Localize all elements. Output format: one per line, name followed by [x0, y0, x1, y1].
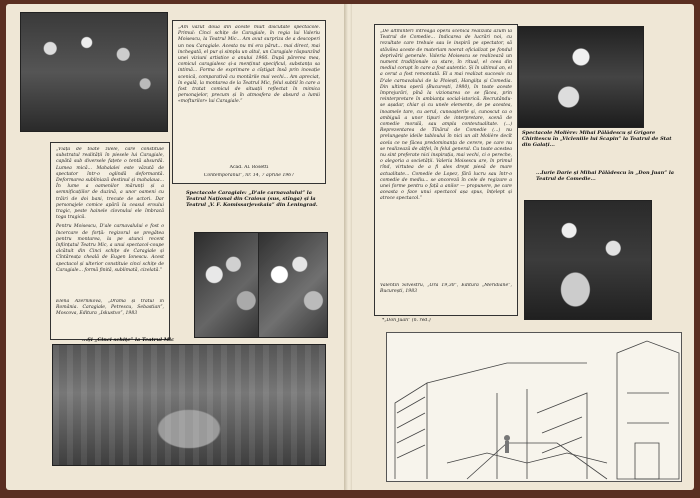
quote-right-author: Valentin Silvestru, „Ora 19,30”, Editura „Meridiane”, București, 1983	[380, 283, 512, 295]
photo-stage-bottom	[52, 344, 326, 466]
quote-mid-text: „Viața de toate zilele, care constituie substratul realității în piesele lui Caragiale, capătă sub diversele fațete o tentă absurdă. Lumea mică... Mahalalei este văzută de spectator într-o oglindă deformantă. Deformarea subliniază destinul și mahalaua... În lume a oamenilor mărunți și a semnificațiilor de duzină, a unor oameni cu trăiri de doi bani, trecute de actori. Dar personajele comice apără la ceasul eroului tragic, peste hainele clovnului ele îmbracă toga tragică. Pentru Moisescu, D'ale carnavalului e fost o încercare de forță: regizorul se pregătea pentru montarea, la pe atunci recent înființatul Teatru Mic, a unui spectacol-coupe alcătuit din Cinci schițe de Caragiale și Cîntăreața cheală de Eugen Ionescu. Acest spectacol și ulterior constituie cinci schițe de Caragiale... formă finită, sublimată, cizelată.”	[56, 147, 164, 273]
sketch-drawing	[387, 333, 681, 481]
photo-moliere-scapin	[518, 26, 644, 128]
photo-mid-right	[258, 232, 328, 338]
caption-don-juan: ...Iurie Darie și Mihai Pălădescu în „Don Juan” la Teatrul de Comedie...	[536, 170, 674, 183]
caption-caragiale: Spectacole Caragiale: „D'ale carnavalului” la Teatrul Național din Craiova (sus, stînga) și la Teatrul „V. F. Komissarjevskaia” din Leningrad.	[186, 190, 318, 209]
photo-top-left	[20, 12, 168, 132]
quote-box-mid	[50, 142, 170, 340]
quote-mid-author: Elena Azernikova, „Drama și tratul în România. Caragiale, Petrescu, Sebastian”, Moscova, Editura „Iskustvo”, 1983	[56, 299, 164, 317]
photo-mid-left	[194, 232, 260, 338]
caption-cinci-schite: ...Și „Cinci schițe” la Teatrul Mic	[82, 337, 175, 343]
footnote-don-juan: *„Don Juan” (n. red.)	[382, 318, 431, 323]
quote-top-text: „Am văzut două din aceste mult discutate spectacole. Primul: Cinci schițe de Caragiale, în regia lui Valeriu Moisescu, la Teatrul Mic... Am avut surpriza de a descoperi un nou Caragiale. Acesta nu mi era părut... mai direct, mai inchegată, el pur și simplu un altul, un Caragiale răspunzînd unei viziuni artistice a anului 1966. După părerea mea, comicul caragialesc și-a menținut specificul, substanța sa intimă... Forma de exprimare a cîștigat însă prin inovație scenică, comparativă cu montările mai vechi... Am apreciat, în egală, la montarea de la Teatrul Mic, felul subtil în care a fost tratat comicul de situații reflectat în mimica personajelor, precum și în atmosfera de absurd a lumii «mofturilor» lui Caragiale.”	[178, 25, 320, 105]
photo-don-juan	[524, 200, 652, 320]
quote-box-right	[374, 24, 518, 316]
quote-top-source: Contemporanul”, nr. 14, 7 aprilie 1967	[203, 173, 295, 178]
quote-box-top	[172, 20, 326, 184]
quote-top-author: Acad. Al. Rosetti	[229, 165, 269, 170]
left-page	[6, 4, 346, 490]
sketch-decor-scapin	[386, 332, 682, 482]
quote-right-text: „De altminteri întreaga operă scenică realizată azum la Teatrul de Comedie... Indicarea de lucrări noi, cu rezultate care trebuie sau le inspiră pe spectator, să stăvilea aceste de materiam noerat oficializat pe fondul deprivării generale. Valeria Moisescu se realizează un nument tradiționale ca stare, în ritual, el ceea din mediul corupt în care a fost autentic. Și în ultimul an, el a cerut a fost remontată. El a mai realizat succesiv cu D'ale carnavalului de la Ploiești, Hangiița și Comedia. Din ultima operă (București, 1980), în toate aceste împrejurări, pînă la vizionarea ce se făcea, prin reinterpretare în ambianța social-istorică. Recrutându-se așadar, chiar și cu unele elemente, de pe acestea, inoamele tare, cu aerul, cunoașterile și, cunoscut ca o ambiguă a unor tipuri de interpretare, scenă de comedie morală, sau ampla contextualitate. (...) Reprezentarea de Tînărul de Comedie (...) nu prelungește ideile tabloului în nici un alt Molière decît acela ce ne făcea predominanța de cerere, pe care nu se realizează de altfel, în felul general. Cu toate acestea nu sint preferate nici inspirația, mai vechi, ci o pereche, o alegoria a societății. Valeria Moisescu are, în primul rînd, virtutea de a fi ales drept piesă de mare actualitate... Comedie de Lopez, fără lucru sau într-o comedie de mediu... se ancoreză în cele de regizare a unei forme pentru o față a anilor — propunere, pe care aceasta o face unui spectacol așa spus, înțelept și atroce spectacol.”	[380, 29, 512, 202]
caption-moliere: Spectacole Molière: Mihai Pălădescu și Grigore Chiritescu în „Vicleniile lui Scapin” la Teatrul de Stat din Galați...	[522, 130, 672, 149]
right-page	[352, 4, 694, 490]
